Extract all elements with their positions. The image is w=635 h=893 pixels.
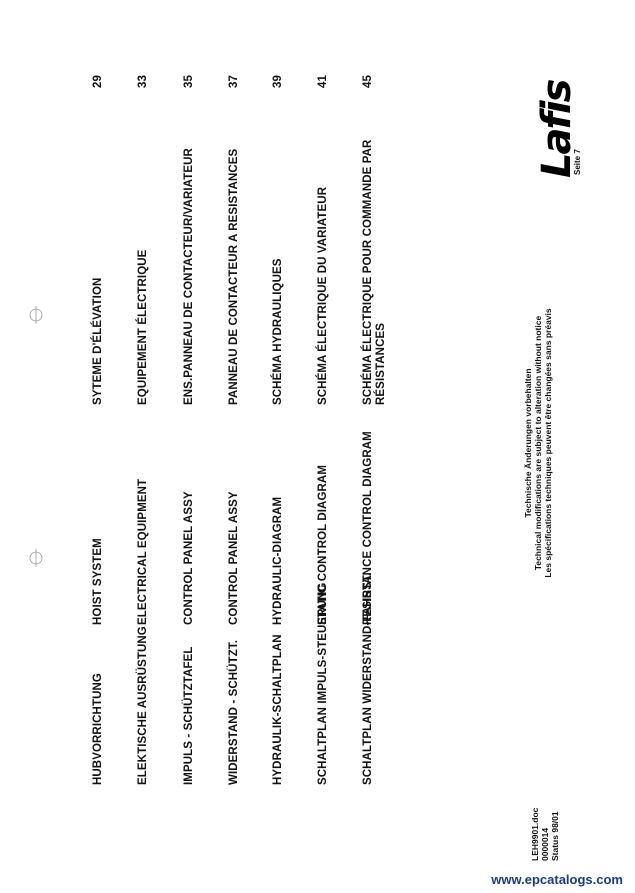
entry-page: 33: [137, 75, 149, 88]
contents-row: [92, 0, 132, 893]
notice-en: Technical modifications are subject to alteration without notice: [533, 315, 543, 571]
entry-fr: ENS.PANNEAU DE CONTACTEUR/VARIATEUR: [183, 148, 195, 405]
entry-page: 29: [92, 75, 104, 88]
entry-de: IMPULS - SCHÜTZTAFEL: [183, 646, 195, 785]
svg-text:Lafis: Lafis: [536, 80, 576, 178]
contents-row: [362, 0, 402, 893]
watermark: www.epcatalogs.com: [491, 872, 623, 887]
notice-de: Technische Änderungen vorbehalten: [523, 368, 533, 518]
entry-page: 37: [228, 75, 240, 88]
entry-page: 41: [317, 75, 329, 88]
entry-page: 45: [362, 75, 374, 88]
registration-mark-icon: [26, 305, 46, 325]
doc-status: Status 98/01: [550, 811, 560, 861]
contents-row: [137, 0, 177, 893]
entry-fr: PANNEAU DE CONTACTEUR A RESISTANCES: [228, 148, 240, 405]
doc-code: 0000014: [540, 827, 550, 861]
entry-en: STATIC CONTROL DIAGRAM: [317, 465, 329, 625]
notice-fr: Les spécifications techniques peuvent être changées sans préavis: [543, 308, 553, 578]
entry-de: WIDERSTAND - SCHÜTZT.: [228, 640, 240, 785]
page-number: Seite 7: [573, 149, 582, 175]
entry-fr: SYTEME D'ÉLÉVATION: [92, 277, 104, 405]
contents-row: [272, 0, 312, 893]
entry-de: SCHALTPLAN IMPULS-STEUERUNG: [317, 582, 329, 785]
logo-graphic-icon: [536, 78, 576, 178]
doc-info: [530, 808, 560, 861]
entry-fr: SCHÉMA ÉLECTRIQUE DU VARIATEUR: [317, 186, 329, 405]
entry-en: ELECTRICAL EQUIPMENT: [137, 478, 149, 625]
contents-row: [317, 0, 357, 893]
doc-filename: LEH9901.doc: [530, 807, 540, 861]
entry-en: CONTROL PANEL ASSY: [228, 491, 240, 625]
registration-mark-icon: [26, 548, 46, 568]
entry-en: HOIST SYSTEM: [92, 538, 104, 625]
entry-de: ELEKTISCHE AUSRÜSTUNG: [137, 626, 149, 785]
entry-fr: SCHÉMA HYDRAULIQUES: [272, 258, 284, 405]
technical-notice: [523, 293, 553, 593]
entry-en: HYDRAULIC-DIAGRAM: [272, 496, 284, 625]
entry-page: 39: [272, 75, 284, 88]
entry-en: CONTROL PANEL ASSY: [183, 491, 195, 625]
contents-row: [183, 0, 223, 893]
entry-page: 35: [183, 75, 195, 88]
entry-en: RESISTANCE CONTROL DIAGRAM: [362, 431, 374, 625]
contents-row: [228, 0, 268, 893]
entry-fr: SCHÉMA ÉLECTRIQUE POUR COMMANDE PAR RÉSISTANCES: [362, 139, 387, 405]
entry-de: SCHALTPLAN WIDERSTAND-FAHRST.: [362, 572, 374, 785]
entry-fr: EQUIPEMENT ÉLECTRIQUE: [137, 249, 149, 405]
entry-de: HYDRAULIK-SCHALTPLAN: [272, 634, 284, 785]
entry-de: HUBVORRICHTUNG: [92, 673, 104, 785]
